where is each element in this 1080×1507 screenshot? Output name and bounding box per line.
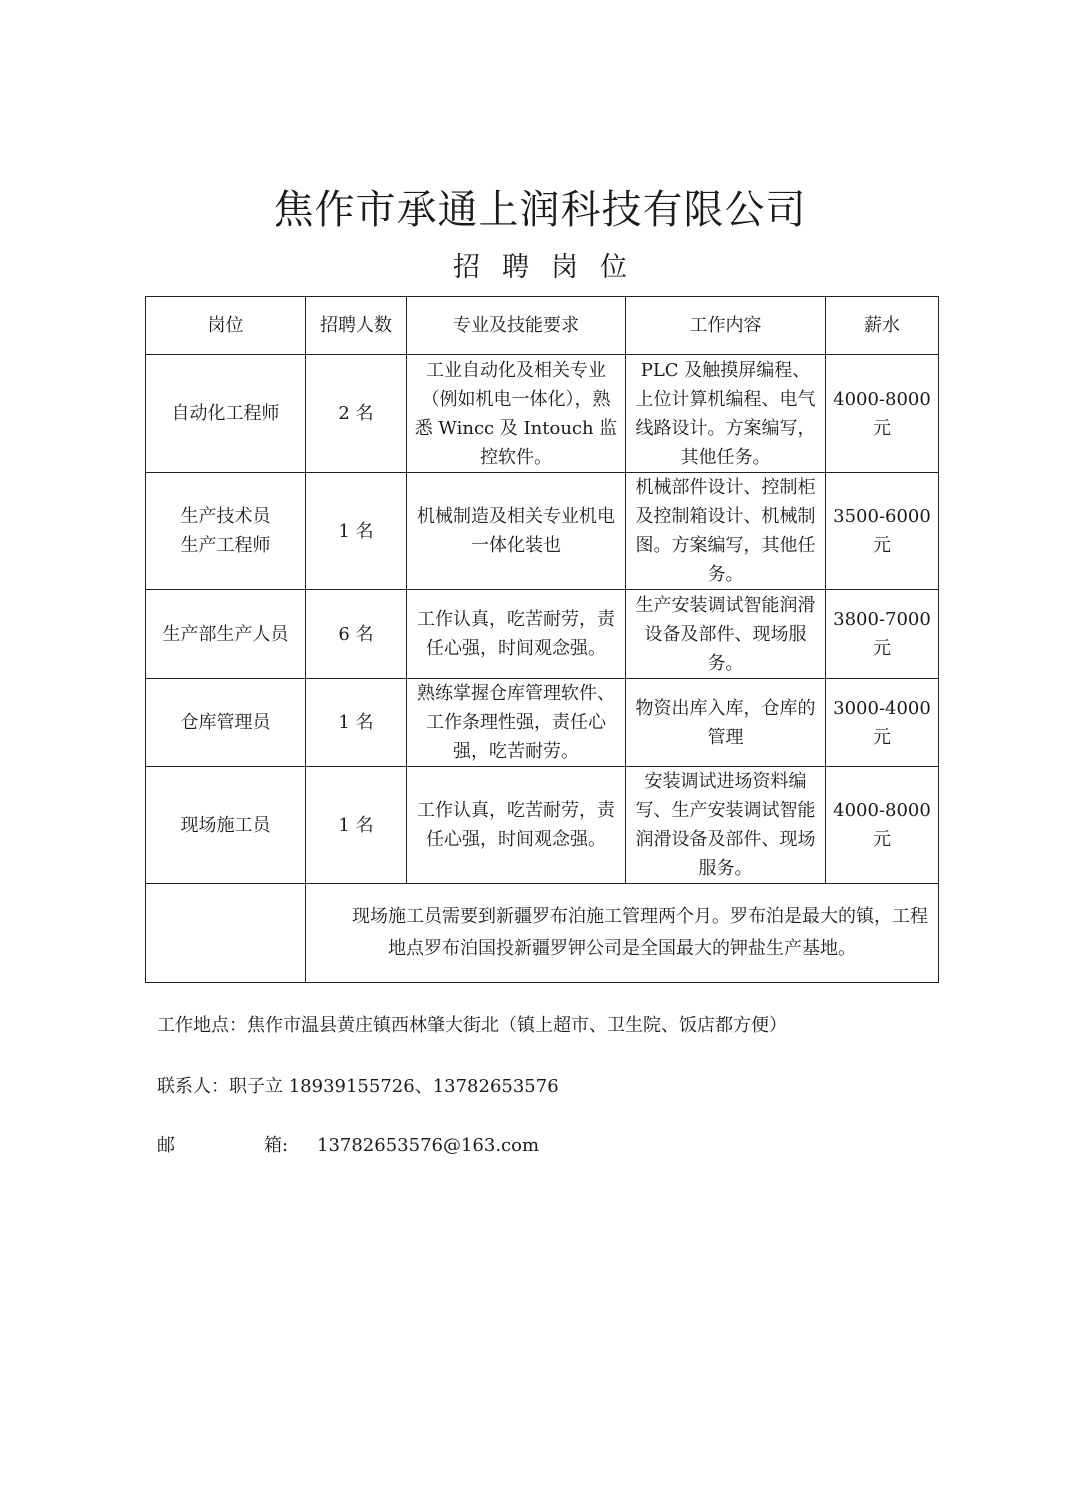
cell-salary: 3500-6000元	[826, 473, 939, 590]
cell-salary: 4000-8000元	[826, 355, 939, 473]
location-value: 焦作市温县黄庄镇西林肇大街北（镇上超市、卫生院、饭店都方便）	[247, 1015, 787, 1036]
contact-label: 联系人：	[157, 1076, 229, 1097]
page-title: 焦作市承通上润科技有限公司	[273, 187, 807, 233]
cell-duties: PLC 及触摸屏编程、上位计算机编程、电气线路设计。方案编写，其他任务。	[626, 355, 826, 473]
cell-position	[146, 473, 306, 590]
cell-requirements: 熟练掌握仓库管理软件、工作条理性强，责任心强，吃苦耐劳。	[407, 679, 626, 767]
cell-duties: 生产安装调试智能润滑设备及部件、现场服务。	[626, 590, 826, 679]
header-duties: 工作内容	[626, 297, 826, 355]
cell-count: 6 名	[306, 590, 407, 679]
cell-position: 自动化工程师	[146, 355, 306, 473]
contact-value: 职子立 18939155726、13782653576	[229, 1076, 559, 1097]
cell-duties: 机械部件设计、控制柜及控制箱设计、机械制图。方案编写，其他任务。	[626, 473, 826, 590]
note-text: 现场施工员需要到新疆罗布泊施工管理两个月。罗布泊是最大的镇，工程地点罗布泊国投新疆罗钾公司是全国最大的钾盐生产基地。	[352, 906, 928, 959]
header-position: 岗位	[146, 297, 306, 355]
cell-salary: 3000-4000元	[826, 679, 939, 767]
cell-requirements: 工业自动化及相关专业（例如机电一体化），熟悉 Wincc 及 Intouch 监控软件。	[407, 355, 626, 473]
contact-person	[157, 1073, 559, 1101]
cell-count: 1 名	[306, 679, 407, 767]
position-line: 生产工程师	[180, 535, 271, 556]
position-line: 生产技术员	[180, 506, 271, 527]
cell-duties: 安装调试进场资料编写、生产安装调试智能润滑设备及部件、现场服务。	[626, 767, 826, 884]
email-label-part2: 箱:	[264, 1135, 289, 1156]
cell-count: 1 名	[306, 767, 407, 884]
email-address[interactable]: 13782653576@163.com	[317, 1135, 540, 1156]
table-row	[146, 679, 939, 767]
location-label: 工作地点：	[157, 1015, 247, 1036]
cell-salary: 4000-8000元	[826, 767, 939, 884]
cell-position: 生产部生产人员	[146, 590, 306, 679]
table-row	[146, 767, 939, 884]
note-cell	[306, 884, 939, 983]
cell-position: 现场施工员	[146, 767, 306, 884]
cell-requirements: 机械制造及相关专业机电一体化装也	[407, 473, 626, 590]
table-header-row	[146, 297, 939, 355]
header-salary: 薪水	[826, 297, 939, 355]
cell-count: 1 名	[306, 473, 407, 590]
table-row	[146, 473, 939, 590]
work-location	[157, 1012, 787, 1040]
recruitment-table	[145, 296, 939, 983]
header-requirements: 专业及技能要求	[407, 297, 626, 355]
email-label-part1: 邮	[157, 1135, 175, 1156]
cell-position: 仓库管理员	[146, 679, 306, 767]
cell-duties: 物资出库入库，仓库的管理	[626, 679, 826, 767]
note-empty-cell	[146, 884, 306, 983]
table-row	[146, 355, 939, 473]
cell-count: 2 名	[306, 355, 407, 473]
table-row	[146, 590, 939, 679]
page-subtitle: 招聘岗位	[453, 252, 649, 283]
email-line	[157, 1132, 539, 1160]
cell-requirements: 工作认真，吃苦耐劳，责任心强，时间观念强。	[407, 767, 626, 884]
table-note-row	[146, 884, 939, 983]
header-count: 招聘人数	[306, 297, 407, 355]
cell-salary: 3800-7000元	[826, 590, 939, 679]
cell-requirements: 工作认真，吃苦耐劳，责任心强，时间观念强。	[407, 590, 626, 679]
